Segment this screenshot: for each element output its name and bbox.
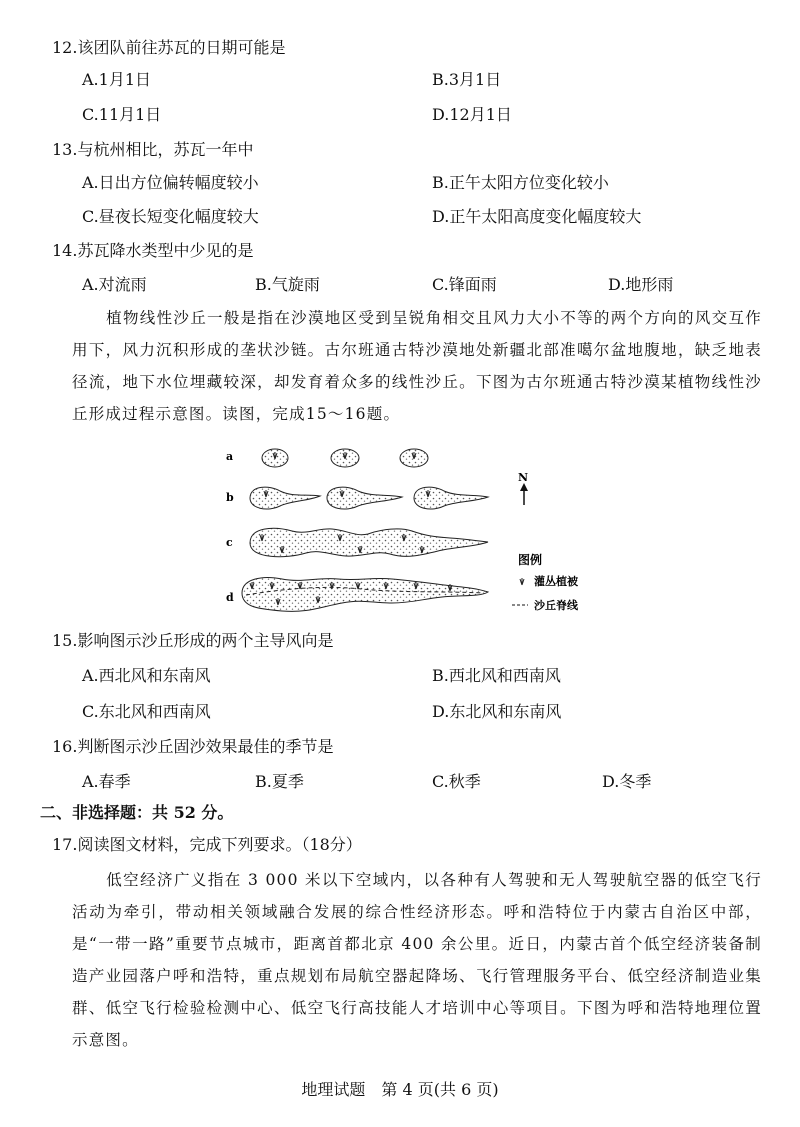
page-footer: 地理试题 第 4 页(共 6 页): [301, 1080, 499, 1099]
dune-row-b: [250, 487, 488, 509]
q15-option-c[interactable]: C.东北风和西南风: [82, 702, 211, 721]
q12-option-a[interactable]: A.1月1日: [82, 70, 152, 89]
q12-option-b[interactable]: B.3月1日: [432, 70, 502, 89]
q14-option-d[interactable]: D.地形雨: [608, 275, 674, 294]
legend-shrub-label: 灌丛植被: [534, 575, 578, 588]
q16-stem: 16.判断图示沙丘固沙效果最佳的季节是: [52, 737, 334, 756]
q13-option-c[interactable]: C.昼夜长短变化幅度较大: [82, 207, 259, 226]
dune-row-d: [242, 578, 488, 612]
passage-low-altitude-text: 低空经济广义指在 3 000 米以下空域内，以各种有人驾驶和无人驾驶航空器的低空飞行活动为牵引，带动相关领域融合发展的综合性经济形态。呼和浩特位于内蒙古自治区中部，是“一带一路”重要节点城市，距离首都北京 400 余公里。近日，内蒙古首个低空经济装备制造产业园落户呼和浩特，重点规划布局航空器起降场、飞行管理服务平台、低空经济制造业集群、低空飞行检验检测中心、低空飞行高技能人才培训中心等项目。下图为呼和浩特地理位置示意图。: [72, 871, 762, 1049]
dune-row-c: [250, 528, 488, 556]
shrub-icon: [520, 578, 524, 585]
passage-low-altitude: [72, 864, 762, 1056]
q14-stem: 14.苏瓦降水类型中少见的是: [52, 241, 254, 260]
row-label-c: c: [226, 536, 233, 549]
q16-option-b[interactable]: B.夏季: [255, 772, 304, 791]
q13-option-b[interactable]: B.正午太阳方位变化较小: [432, 173, 609, 192]
q16-option-c[interactable]: C.秋季: [432, 772, 481, 791]
legend-ridge-label: 沙丘脊线: [534, 599, 578, 612]
q14-option-b[interactable]: B.气旋雨: [255, 275, 320, 294]
q15-option-b[interactable]: B.西北风和西南风: [432, 666, 561, 685]
row-label-a: a: [226, 450, 234, 463]
q14-option-c[interactable]: C.锋面雨: [432, 275, 497, 294]
north-label: N: [518, 471, 529, 484]
q12-option-c[interactable]: C.11月1日: [82, 105, 162, 124]
dune-formation-figure: [222, 443, 602, 618]
dune-row-a: [262, 449, 428, 467]
q14-option-a[interactable]: A.对流雨: [82, 275, 147, 294]
q13-stem: 13.与杭州相比，苏瓦一年中: [52, 140, 254, 159]
q17-stem: 17.阅读图文材料，完成下列要求。（18分）: [52, 835, 362, 854]
q15-stem: 15.影响图示沙丘形成的两个主导风向是: [52, 631, 334, 650]
passage-dune-text: 植物线性沙丘一般是指在沙漠地区受到呈锐角相交且风力大小不等的两个方向的风交互作用下，风力沉积形成的垄状沙链。古尔班通古特沙漠地处新疆北部准噶尔盆地腹地，缺乏地表径流，地下水位埋藏较深，却发育着众多的线性沙丘。下图为古尔班通古特沙漠某植物线性沙丘形成过程示意图。读图，完成15～16题。: [72, 309, 762, 423]
q12-option-d[interactable]: D.12月1日: [432, 105, 512, 124]
row-label-b: b: [226, 491, 234, 504]
q16-option-a[interactable]: A.春季: [82, 772, 131, 791]
legend-title: 图例: [518, 553, 543, 567]
north-arrow-icon: [520, 483, 528, 505]
q15-option-a[interactable]: A.西北风和东南风: [82, 666, 211, 685]
q13-option-d[interactable]: D.正午太阳高度变化幅度较大: [432, 207, 642, 226]
q13-option-a[interactable]: A.日出方位偏转幅度较小: [82, 173, 259, 192]
passage-dune: [72, 302, 762, 430]
row-label-d: d: [226, 591, 234, 604]
section-heading: 二、非选择题：共 52 分。: [40, 803, 234, 822]
q15-option-d[interactable]: D.东北风和东南风: [432, 702, 562, 721]
q12-stem: 12.该团队前往苏瓦的日期可能是: [52, 38, 286, 57]
q16-option-d[interactable]: D.冬季: [602, 772, 652, 791]
